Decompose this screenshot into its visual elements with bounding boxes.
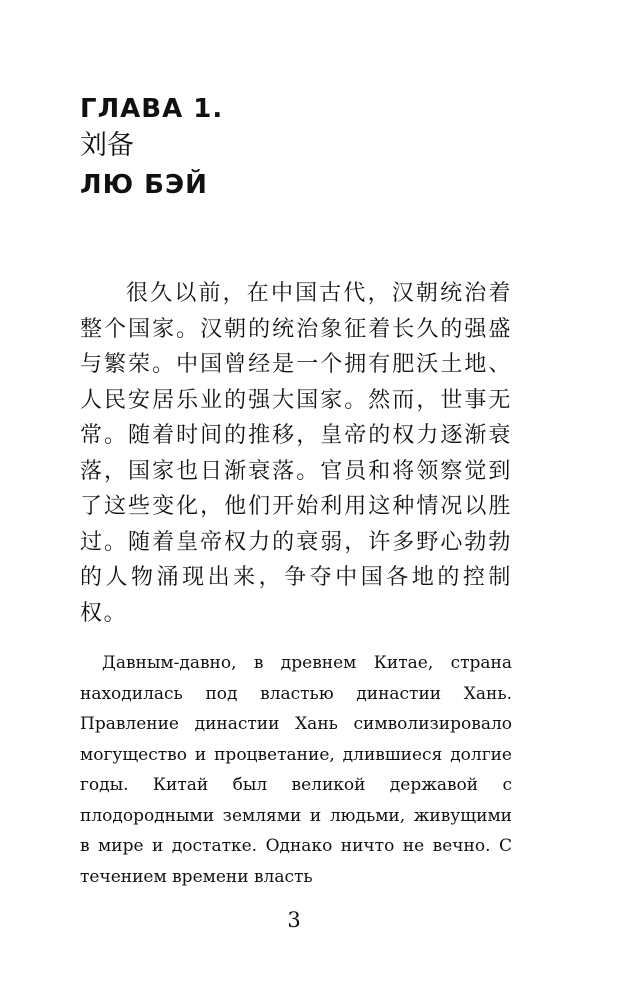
page-number: 3 <box>287 908 301 932</box>
chapter-heading <box>80 92 520 202</box>
paragraph-chinese: 很久以前，在中国古代，汉朝统治着整个国家。汉朝的统治象征着长久的强盛与繁荣。中国曾经是一个拥有肥沃土地、人民安居乐业的强大国家。然而，世事无常。随着时间的推移，皇帝的权力逐渐衰落，国家也日渐衰落。官员和将领察觉到了这些变化，他们开始利用这种情况以胜过。随着皇帝权力的衰弱，许多野心勃勃的人物涌现出来，争夺中国各地的控制权。 <box>80 281 512 626</box>
chapter-label: ГЛАВА 1. <box>80 94 224 124</box>
paragraph-russian: Давным-давно, в древнем Китае, страна находилась под властью династии Хань. Правление династии Хань символизировало могущество и процветание, длившиеся долгие годы. Китай был великой державой с плодородными землями и людьми, живущими в мире и достатке. Однако ничто не вечно. С течением времени власть <box>80 653 512 887</box>
chapter-title-russian: ЛЮ БЭЙ <box>80 170 208 200</box>
chapter-title-chinese: 刘备 <box>80 130 134 161</box>
